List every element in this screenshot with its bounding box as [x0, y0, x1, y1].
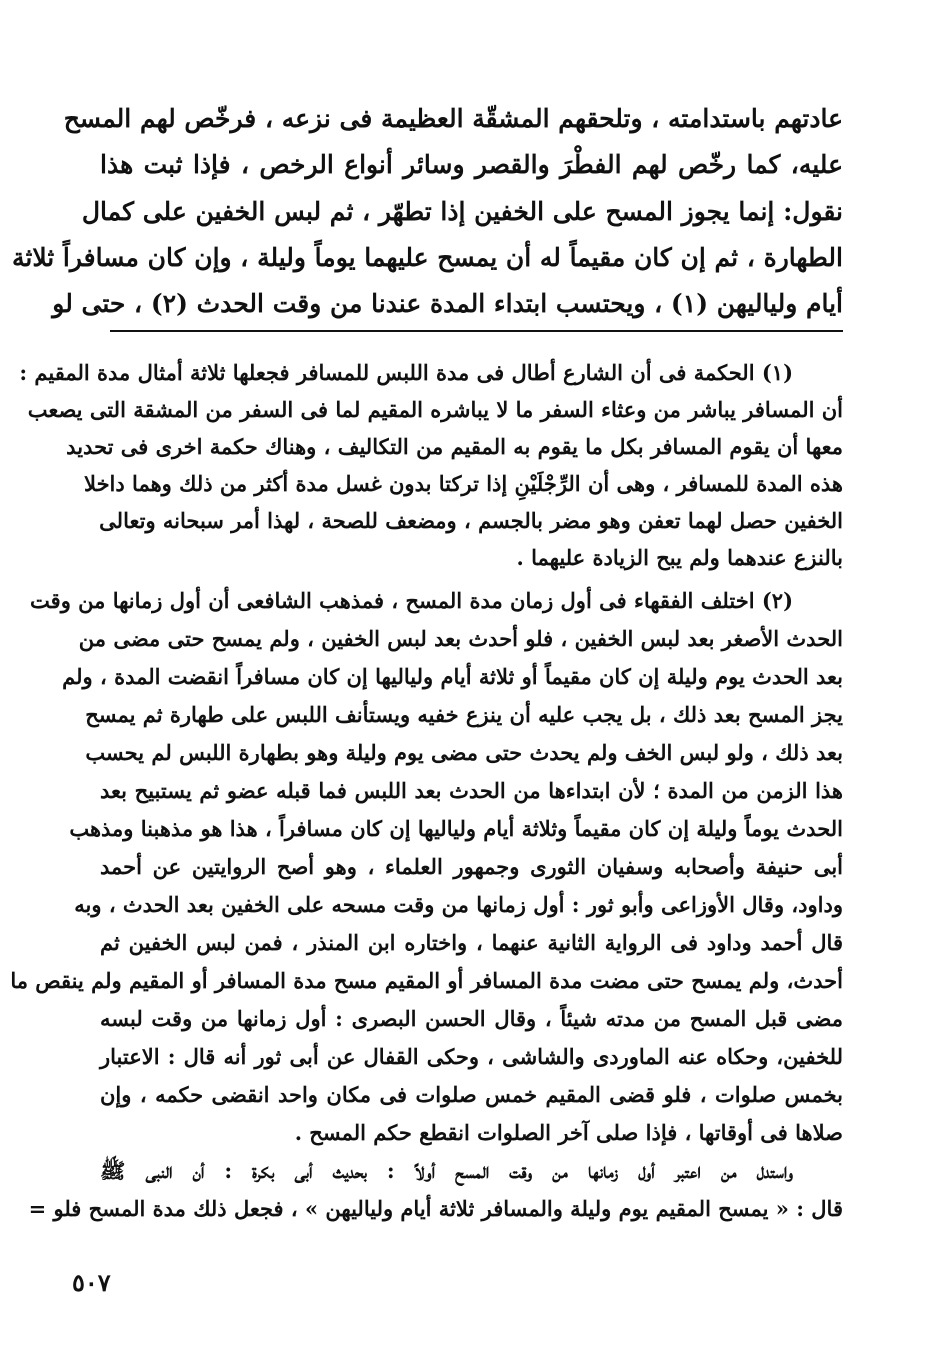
footnote-line: يجز المسح بعد ذلك ، بل يجب عليه أن ينزع خفيه ويستأنف اللبس على طهارة ثم يمسح — [85, 702, 843, 727]
footnote-line: بالنزع عندهما ولم يبح الزيادة عليهما . — [516, 545, 843, 570]
footnote-line: معها أن يقوم المسافر بكل ما يقوم به المقيم من التكاليف ، وهناك حكمة اخرى فى تحديد — [66, 434, 843, 459]
main-line: أيام ولياليهن (١) ، ويحتسب ابتداء المدة عندنا من وقت الحدث (٢) ، حتى لو — [52, 289, 843, 318]
footnote-line: الخفين حصل لهما تعفن وهو مضر بالجسم ، ومضعف للصحة ، لهذا أمر سبحانه وتعالى — [99, 508, 843, 533]
footnote-line: (١) الحكمة فى أن الشارع أطال فى مدة اللبس للمسافر فجعلها ثلاثة أمثال مدة المقيم : — [19, 360, 793, 385]
footnote-line: بعد ذلك ، ولو لبس الخف ولم يحدث حتى مضى يوم وليلة وهو بطهارة اللبس لم يحسب — [85, 740, 843, 765]
footnote-line: قال أحمد وداود فى الرواية الثانية عنهما ، واختاره ابن المنذر ، فمن لبس الخفين ثم — [100, 930, 843, 955]
main-line: عليه، كما رخّص لهم الفطْرَ والقصر وسائر أنواع الرخص ، فإذا ثبت هذا — [100, 150, 843, 179]
footnote-line: بخمس صلوات ، فلو قضى المقيم خمس صلوات فى مكان واحد انقضى حكمه ، وإن — [100, 1082, 843, 1107]
footnote-separator — [110, 330, 843, 332]
footnote-line: الحدث الأصغر بعد لبس الخفين ، فلو أحدث بعد لبس الخفين ، ولم يمسح حتى مضى من — [78, 626, 843, 651]
main-line: عادتهم باستدامته ، وتلحقهم المشقّة العظيمة فى نزعه ، فرخّص لهم المسح — [63, 104, 843, 133]
footnote-line: قال : « يمسح المقيم يوم وليلة والمسافر ثلاثة أيام ولياليهن » ، فجعل ذلك مدة المسح فلو = — [28, 1196, 843, 1221]
footnote-line: بعد الحدث يوم وليلة إن كان مقيماً أو ثلاثة أيام ولياليها إن كان مسافراً انقضت المدة ، ولم — [62, 664, 843, 689]
footnote-line: أبى حنيفة وأصحابه وسفيان الثورى وجمهور العلماء ، وهو أصح الروايتين عن أحمد — [100, 854, 843, 879]
main-line: الطهارة ، ثم إن كان مقيماً له أن يمسح عليهما يوماً وليلة ، وإن كان مسافراً ثلاثة — [11, 243, 843, 272]
footnote-line: وداود، وقال الأوزاعى وأبو ثور : أول زمانها من وقت مسحه على الخفين بعد الحدث ، وبه — [74, 892, 843, 917]
page-number: ٥٠٧ — [72, 1268, 111, 1297]
footnote-line: (٢) اختلف الفقهاء فى أول زمان مدة المسح ، فمذهب الشافعى أن أول زمانها من وقت — [30, 588, 793, 613]
footnote-line: صلاها فى أوقاتها ، فإذا صلى آخر الصلوات انقطع حكم المسح . — [294, 1120, 843, 1145]
footnote-line: مضى قبل المسح من مدته شيئاً ، وقال الحسن البصرى : أول زمانها من وقت لبسه — [100, 1006, 843, 1031]
footnote-line: للخفين، وحكاه عنه الماوردى والشاشى ، وحكى القفال عن أبى ثور أنه قال : الاعتبار — [100, 1044, 843, 1069]
footnote-line: أحدث، ولم يمسح حتى مضت مدة المسافر أو المقيم مسح مدة المسافر أو المقيم ولم ينقص ما — [10, 968, 843, 993]
footnote-line: الحدث يوماً وليلة إن كان مقيماً وثلاثة أيام ولياليها إن كان مسافراً ، هذا هو مذهبنا ومذهب — [69, 816, 843, 841]
footnote-line: واستدل من اعتبر أول زمانها من وقت المسح أولاً : بحديث أبى بكرة : أن النبى ﷺ — [100, 1158, 793, 1183]
footnote-line: أن المسافر يباشر من وعثاء السفر ما لا يباشره المقيم لما فى السفر من المشقة التى يصعب — [27, 397, 843, 422]
footnote-line: هذه المدة للمسافر ، وهى أن الرِّجْلَيْنِ إذا تركتا بدون غسل مدة أكثر من ذلك وهما داخلا — [84, 471, 843, 496]
footnote-line: هذا الزمن من المدة ؛ لأن ابتداءها من الحدث بعد اللبس فما قبله عضو ثم يستبيح بعد — [100, 778, 843, 803]
main-line: نقول: إنما يجوز المسح على الخفين إذا تطهّر ، ثم لبس الخفين على كمال — [81, 197, 843, 226]
